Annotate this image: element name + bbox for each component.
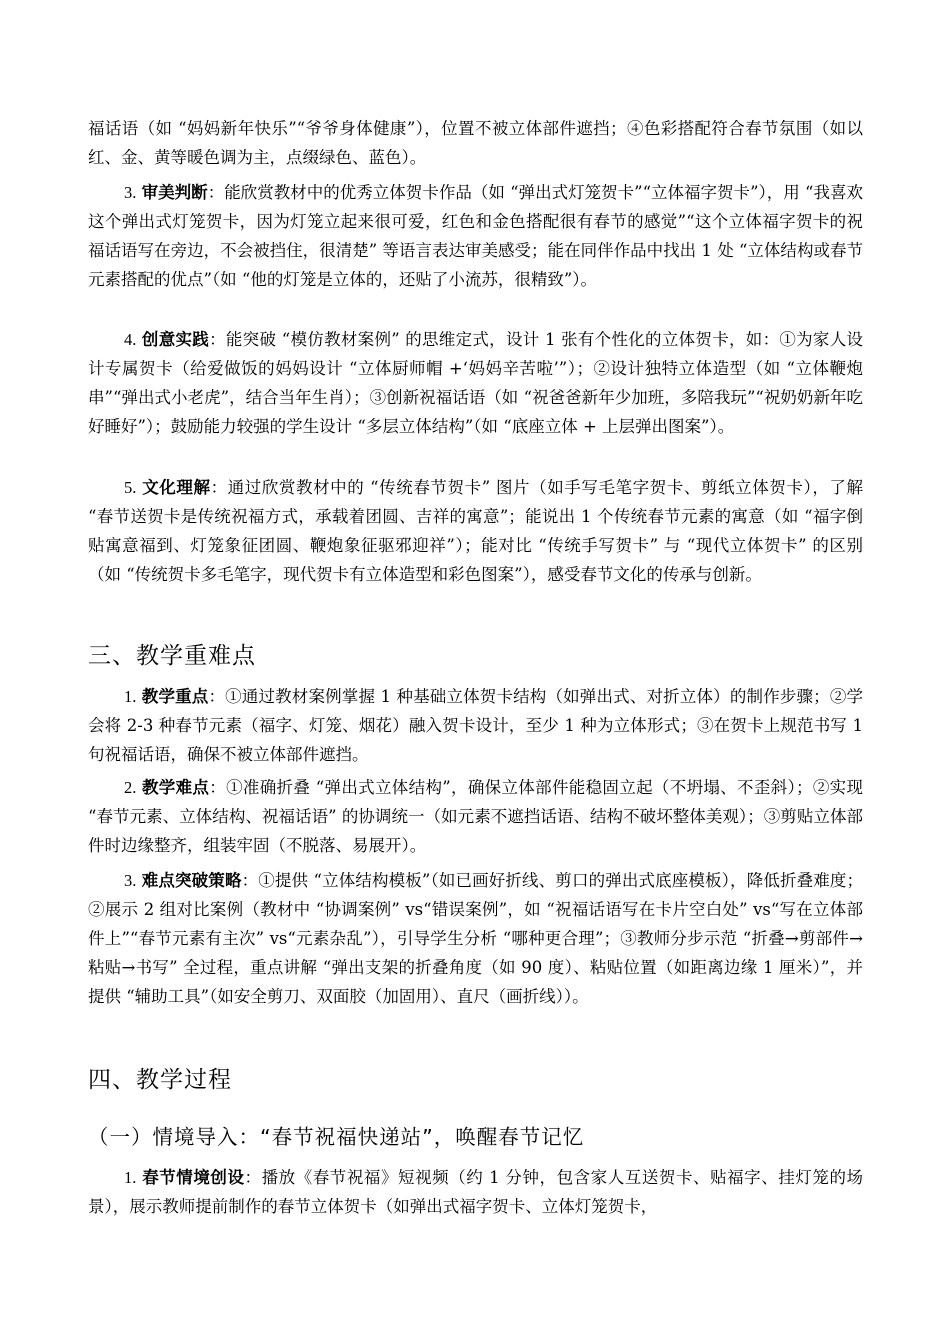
item-number: 2. xyxy=(124,778,137,797)
item-label: 难点突破策略 xyxy=(141,871,242,890)
item-text: ：播放《春节祝福》短视频（约 1 分钟，包含家人互送贺卡、贴福字、挂灯笼的场景），展示教师提前制作的春节立体贺卡（如弹出式福字贺卡、立体灯笼贺卡， xyxy=(88,1168,864,1216)
item-number: 3. xyxy=(124,871,137,890)
subsection-heading-situational-intro: （一）情境导入：“春节祝福快递站”，唤醒春节记忆 xyxy=(88,1125,585,1149)
item-text: ：①通过教材案例掌握 1 种基础立体贺卡结构（如弹出式、对折立体）的制作步骤；②学会将 2-3 种春节元素（福字、灯笼、烟花）融入贺卡设计，至少 1 种为立体形式；③在贺卡上规范书写 1 句祝福话语，确保不被立体部件遮挡。 xyxy=(88,687,863,764)
objective-5-cultural-understanding xyxy=(88,473,863,589)
item-number: 1. xyxy=(124,687,137,706)
difficulty-item xyxy=(88,773,863,860)
item-number: 5. xyxy=(124,478,137,497)
section-heading-teaching-process: 四、教学过程 xyxy=(88,1067,232,1093)
item-label: 教学难点 xyxy=(141,778,210,797)
section-heading-key-difficulties: 三、教学重难点 xyxy=(88,643,256,669)
item-text: ：①准确折叠 “弹出式立体结构”，确保立体部件能稳固立起（不坍塌、不歪斜）；②实现 “春节元素、立体结构、祝福话语” 的协调统一（如元素不遮挡话语、结构不破坏整体美观）；③剪贴立体部件时边缘整齐，组装牢固（不脱落、易展开）。 xyxy=(88,778,864,855)
item-number: 3. xyxy=(124,183,137,202)
item-text: ：①提供 “立体结构模板”（如已画好折线、剪口的弹出式底座模板），降低折叠难度；②展示 2 组对比案例（教材中 “协调案例” vs“错误案例”，如 “祝福话语写在卡片空白处” vs“写在立体部件上”“春节元素有主次” vs“元素杂乱”），引导学生分析 “哪种更合理”；③教师分步示范 “折叠→剪部件→粘贴→书写” 全过程，重点讲解 “弹出支架的折叠角度（如 90 度）、粘贴位置（如距离边缘 1 厘米）”，并提供 “辅助工具”（如安全剪刀、双面胶（加固用）、直尺（画折线））。 xyxy=(88,871,864,1006)
item-label: 教学重点 xyxy=(141,687,209,706)
item-text: ：能突破 “模仿教材案例” 的思维定式，设计 1 张有个性化的立体贺卡，如：①为家人设计专属贺卡（给爱做饭的妈妈设计 “立体厨师帽 +‘妈妈辛苦啦’”）；②设计独特立体造型（如 “立体鞭炮串”“弹出式小老虎”，结合当年生肖）；③创新祝福话语（如 “祝爸爸新年少加班，多陪我玩”“祝奶奶新年吃好睡好”）；鼓励能力较强的学生设计 “多层立体结构”（如 “底座立体 + 上层弹出图案”）。 xyxy=(88,330,864,436)
item-text: ：能欣赏教材中的优秀立体贺卡作品（如 “弹出式灯笼贺卡”“立体福字贺卡”），用 “我喜欢这个弹出式灯笼贺卡，因为灯笼立起来很可爱，红色和金色搭配很有春节的感觉”“这个立体福字贺卡的祝福话语写在旁边，不会被挡住，很清楚” 等语言表达审美感受；能在同伴作品中找出 1 处 “立体结构或春节元素搭配的优点”（如 “他的灯笼是立体的，还贴了小流苏，很精致”）。 xyxy=(88,183,864,289)
item-number: 4. xyxy=(124,330,137,349)
continued-paragraph: 福话语（如 “妈妈新年快乐”“爷爷身体健康”），位置不被立体部件遮挡；④色彩搭配符合春节氛围（如以红、金、黄等暖色调为主，点缀绿色、蓝色）。 xyxy=(88,119,863,167)
item-label: 创意实践 xyxy=(141,330,210,349)
breakthrough-strategy-item xyxy=(88,866,863,1011)
objective-3-aesthetic-judgment xyxy=(88,178,863,294)
item-label: 春节情境创设 xyxy=(142,1168,245,1187)
spring-festival-scenario-item xyxy=(88,1163,863,1221)
objective-4-creative-practice xyxy=(88,325,863,441)
item-text: ：通过欣赏教材中的 “传统春节贺卡” 图片（如手写毛笔字贺卡、剪纸立体贺卡），了解 “春节送贺卡是传统祝福方式，承载着团圆、吉祥的寓意”；能说出 1 个传统春节元素的寓意（如 “福字倒贴寓意福到、灯笼象征团圆、鞭炮象征驱邪迎祥”）；能对比 “传统手写贺卡” 与 “现代立体贺卡” 的区别（如 “传统贺卡多毛笔字，现代贺卡有立体造型和彩色图案”），感受春节文化的传承与创新。 xyxy=(88,478,863,584)
item-number: 1. xyxy=(124,1168,137,1187)
item-label: 审美判断 xyxy=(141,183,208,202)
item-label: 文化理解 xyxy=(142,478,211,497)
key-point-item xyxy=(88,682,863,769)
